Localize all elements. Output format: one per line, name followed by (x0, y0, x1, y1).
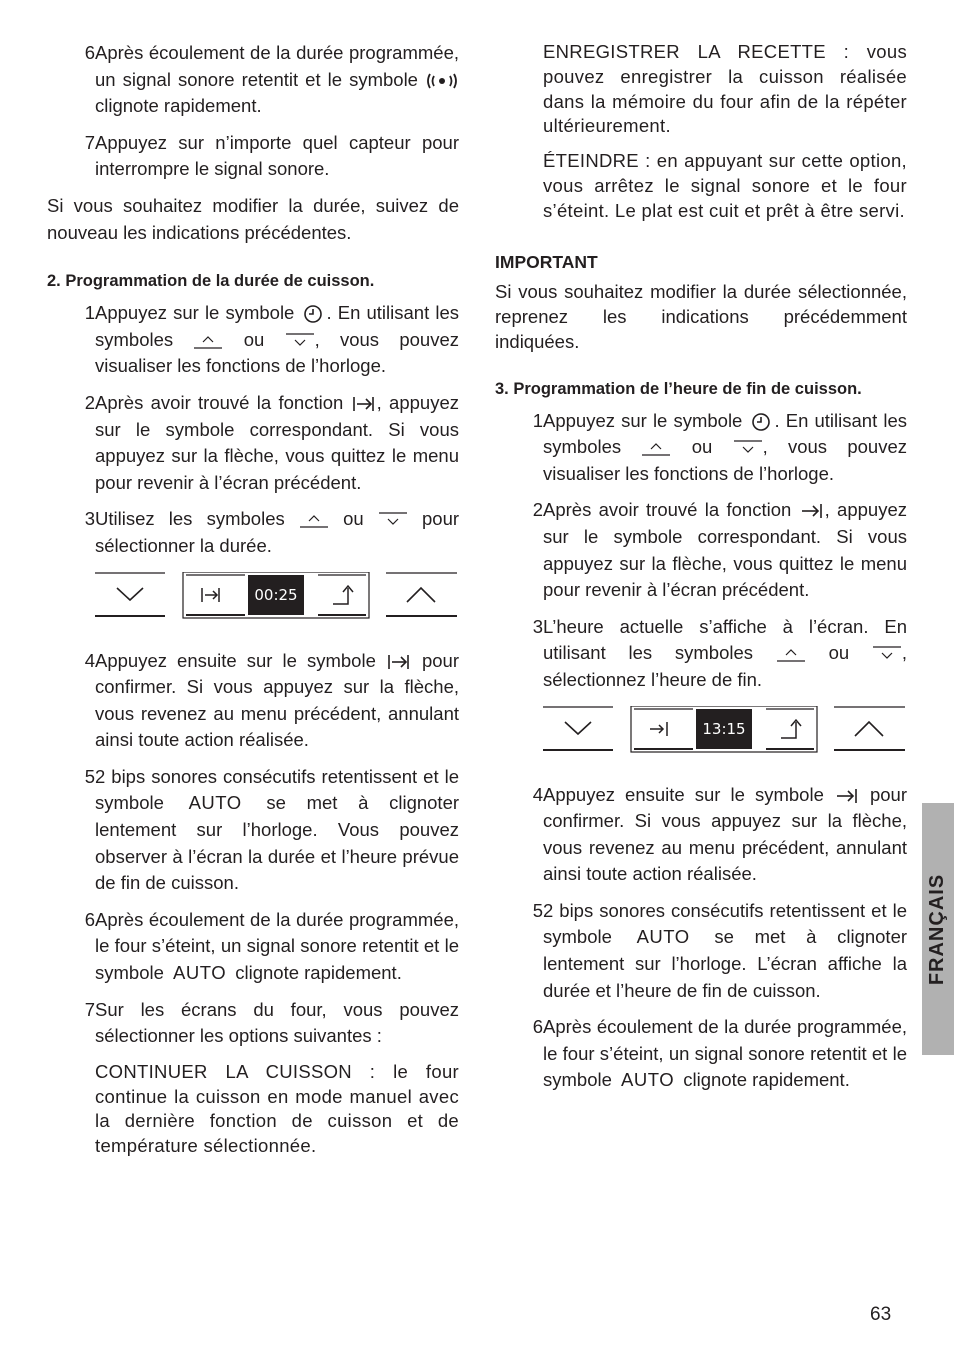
step-number: 2 (532, 499, 543, 521)
up-button[interactable] (834, 707, 905, 750)
ou-word: ou (343, 508, 364, 530)
control-panel-duration (95, 572, 459, 622)
step-text (543, 782, 907, 888)
up-button[interactable] (386, 573, 457, 616)
step-text-b: , sélectionnez l’heure de fin. (543, 642, 908, 690)
down-arrow-button-icon (378, 511, 408, 529)
step-text (95, 40, 459, 120)
section-3-title: 3. Programmation de l’heure de fin de cuisson. (495, 379, 862, 398)
step-text-a: Après écoulement de la durée programmée, le four s’éteint, un signal sonore retentit et le symbole (95, 908, 459, 984)
display-value: 13:15 (702, 719, 746, 738)
down-arrow-button-icon (872, 645, 902, 663)
step-text-a: 2 bips sonores consécutifs retentissent et le symbole (95, 765, 459, 814)
step-text-b: . En utilisant les symboles (543, 409, 907, 458)
step-text-b: clignote rapidement. (683, 1069, 850, 1091)
option-eteindre: ÉTEINDRE : en appuyant sur cette option, vous arrêtez le signal sonore et le four s’éteint. Le plat est cuit et prêt à être servi. (543, 150, 907, 221)
s2-step-3 (47, 506, 459, 559)
step-text-a: Après écoulement de la durée programmée, le four s’éteint, un signal sonore retentit et le symbole (543, 1016, 907, 1091)
down-button[interactable] (543, 707, 613, 750)
s2-step-2 (47, 390, 459, 496)
step-number: 6 (84, 42, 95, 63)
s2-step-6 (47, 907, 459, 987)
step-7-interrupt (47, 130, 459, 183)
step-number: 4 (532, 783, 543, 805)
step-text-a: Utilisez les symboles (95, 508, 285, 530)
step-text: Appuyez sur n’importe quel capteur pour interrompre le signal sonore. (95, 131, 459, 180)
page-number: 63 (870, 1304, 892, 1325)
step-text-a: Appuyez ensuite sur le symbole (95, 649, 376, 671)
auto-symbol: AUTO (188, 792, 242, 814)
up-arrow-button-icon (193, 332, 223, 350)
step-number: 3 (532, 615, 543, 637)
s3-step-3 (495, 614, 907, 694)
step-number: 6 (84, 908, 95, 930)
option-continuer: CONTINUER LA CUISSON : le four continue la cuisson en mode manuel avec la dernière fonction de cuisson et de température sélectionnée. (95, 1060, 459, 1157)
sound-signal-icon (425, 72, 459, 90)
step-number: 7 (84, 998, 95, 1020)
step-text (95, 907, 459, 987)
step-text-b: se met à clignoter lentement sur l’horloge. L’écran affiche la durée et l’heure de fin de cuisson. (543, 926, 908, 1001)
step-number: 1 (532, 409, 543, 431)
step-text-b: , appuyez sur le symbole correspondant. Si vous appuyez sur la flèche, vous quittez le menu pour revenir à l’écran précédent. (543, 499, 907, 601)
step-text-b: se met à clignoter lentement sur l’horloge. Vous pouvez observer à l’écran la durée et l’heure prévue de fin de cuisson. (95, 792, 460, 894)
down-arrow-button-icon (733, 439, 763, 457)
step-number: 7 (84, 131, 95, 153)
section-2-title: 2. Programmation de la durée de cuisson. (47, 272, 375, 291)
end-time-icon (834, 787, 860, 805)
down-button[interactable] (95, 573, 165, 616)
s3-step-2 (495, 497, 907, 603)
step-number: 3 (84, 508, 95, 530)
control-panel-end-time (543, 706, 907, 756)
step-text (95, 300, 459, 380)
s2-step-5 (47, 764, 459, 897)
clock-icon (748, 412, 774, 432)
step-text (543, 614, 907, 694)
back-button[interactable] (766, 709, 814, 749)
step-text: Sur les écrans du four, vous pouvez sélectionner les options suivantes : (95, 998, 459, 1047)
duration-button[interactable] (186, 575, 245, 615)
step-text-a: Appuyez sur le symbole (543, 409, 743, 431)
up-arrow-button-icon (776, 645, 806, 663)
step-text-a: Après avoir trouvé la fonction (543, 499, 792, 521)
step-text-a: Appuyez sur le symbole (95, 302, 295, 324)
step-number: 2 (84, 391, 95, 413)
s3-step-1 (495, 408, 907, 488)
step-text-a: L’heure actuelle s’affiche à l’écran. En utilisant les symboles (543, 615, 907, 664)
step-text-a: Après écoulement de la durée programmée, un signal sonore retentit et le symbole (95, 42, 459, 90)
language-side-tab (922, 803, 954, 1055)
up-arrow-button-icon (299, 511, 329, 529)
step-text (543, 1014, 907, 1094)
step-number: 5 (532, 899, 543, 921)
auto-symbol: AUTO (173, 962, 227, 984)
step-text-b: pour sélectionner la durée. (95, 508, 460, 556)
step-text-b: clignote rapidement. (235, 962, 402, 984)
clock-icon (300, 304, 326, 324)
step-text (543, 898, 907, 1004)
ou-word: ou (243, 328, 265, 350)
s2-step-4 (47, 648, 459, 754)
end-time-button[interactable] (634, 709, 693, 749)
ou-word: ou (691, 436, 713, 458)
duration-icon (386, 653, 412, 671)
important-title: IMPORTANT (495, 251, 598, 272)
step-number: 6 (532, 1016, 543, 1038)
step-text (95, 390, 459, 496)
down-arrow-button-icon (285, 332, 315, 350)
step-text (95, 648, 459, 754)
end-time-icon (799, 502, 825, 520)
s2-step-7 (47, 997, 459, 1050)
s3-step-4 (495, 782, 907, 888)
modify-note: Si vous souhaitez modifier la durée, suivez de nouveau les indications précédentes. (47, 194, 459, 243)
auto-symbol: AUTO (636, 926, 690, 948)
step-text-a: 2 bips sonores consécutifs retentissent et le symbole (543, 899, 907, 948)
display-value: 00:25 (254, 585, 298, 604)
step-text (95, 506, 459, 559)
step-text-b: , appuyez sur le symbole correspondant. Si vous appuyez sur la flèche, vous quittez le menu pour revenir à l’écran précédent. (95, 391, 459, 493)
step-text-b: pour confirmer. Si vous appuyez sur la flèche, vous revenez au menu précédent, annulant ainsi toute action réalisée. (95, 649, 460, 751)
duration-icon (351, 395, 377, 413)
step-number: 1 (84, 302, 95, 324)
step-text-b: . En utilisant les symboles (95, 302, 459, 350)
step-text (543, 408, 907, 488)
step-text-c: , vous pouvez visualiser les fonctions de l’horloge. (543, 436, 907, 484)
s3-step-6 (495, 1014, 907, 1094)
panel-graphic (543, 706, 907, 756)
s2-step-1 (47, 300, 459, 380)
step-text (543, 497, 907, 603)
step-text-b: pour confirmer. Si vous appuyez sur la flèche, vous revenez au menu précédent, annulant ainsi toute action réalisée. (543, 783, 908, 885)
left-column (47, 40, 459, 1169)
step-number: 5 (84, 765, 95, 787)
important-text: Si vous souhaitez modifier la durée sélectionnée, reprenez les indications précédemment indiquées. (495, 280, 907, 352)
step-number: 4 (84, 649, 95, 671)
right-column (495, 40, 907, 1104)
language-label: FRANÇAIS (926, 873, 949, 985)
up-arrow-button-icon (641, 439, 671, 457)
back-button[interactable] (318, 575, 366, 615)
step-text-a: Après avoir trouvé la fonction (95, 391, 344, 413)
step-text (95, 764, 459, 897)
s3-step-5 (495, 898, 907, 1004)
auto-symbol: AUTO (621, 1069, 675, 1091)
step-6-signal (47, 40, 459, 120)
option-enregistrer: ENREGISTRER LA RECETTE : vous pouvez enregistrer la cuisson réalisée dans la mémoire du four afin de la répéter ultérieurement. (543, 41, 907, 137)
panel-graphic (95, 572, 459, 622)
ou-word: ou (828, 642, 850, 664)
step-text-b: clignote rapidement. (95, 95, 262, 117)
step-text-c: , vous pouvez visualiser les fonctions de l’horloge. (95, 328, 459, 377)
step-text-a: Appuyez ensuite sur le symbole (543, 783, 824, 805)
